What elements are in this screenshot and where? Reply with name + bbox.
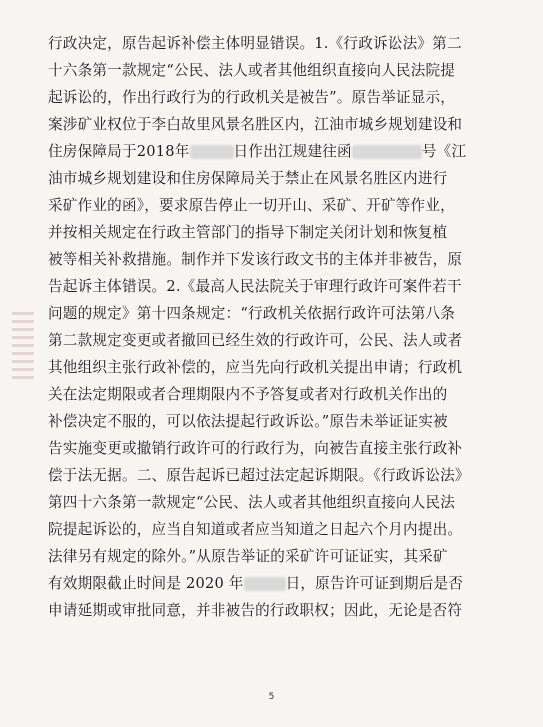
text-line: 被等相关补救措施。制作并下发该行政文书的主体并非被告，原 bbox=[48, 251, 463, 268]
text-line: 院提起诉讼的，应当自知道或者应当知道之日起六个月内提出。 bbox=[48, 521, 463, 538]
text-line: 第四十六条第一款规定“公民、法人或者其他组织直接向人民法 bbox=[48, 494, 456, 511]
text-line: 告起诉主体错误。2.《最高人民法院关于审理行政许可案件若干 bbox=[48, 278, 462, 295]
text-line: 采矿作业的函》，要求原告停止一切开山、采矿、开矿等作业， bbox=[48, 197, 455, 214]
text-line: 第二款规定变更或者撤回已经生效的行政许可，公民、法人或者 bbox=[48, 332, 463, 349]
text-segment: 号《江 bbox=[421, 143, 467, 160]
text-line: 补偿决定不服的，可以依法提起行政诉讼。”原告未举证证实被 bbox=[48, 413, 448, 430]
text-segment: 日，原告许可证到期后是否 bbox=[285, 575, 464, 592]
text-line: 油市城乡规划建设和住房保障局关于禁止在风景名胜区内进行 bbox=[48, 170, 448, 187]
text-segment: 有效期限截止时间是 2020 年 bbox=[48, 575, 244, 592]
text-line: 行政决定，原告起诉补偿主体明显错误。1.《行政诉讼法》第二 bbox=[48, 35, 462, 52]
text-line: 申请延期或审批同意，并非被告的行政职权；因此，无论是否符 bbox=[48, 602, 463, 619]
redaction-block bbox=[190, 145, 234, 159]
text-line-with-redactions bbox=[48, 142, 506, 162]
page-number: 5 bbox=[268, 692, 275, 702]
text-line: 告实施变更或撤销行政许可的行政行为，向被告直接主张行政补 bbox=[48, 440, 463, 457]
text-line-with-redactions bbox=[48, 574, 506, 594]
text-segment: 住房保障局于2018年 bbox=[48, 143, 190, 160]
text-line: 十六条第一款规定“公民、法人或者其他组织直接向人民法院提 bbox=[48, 62, 456, 79]
text-line: 关在法定期限或者合理期限内不予答复或者对行政机关作出的 bbox=[48, 386, 448, 403]
text-line: 偿于法无据。二、原告起诉已超过法定起诉期限。《行政诉讼法》 bbox=[48, 467, 470, 484]
redaction-block bbox=[352, 145, 422, 159]
text-line: 问题的规定》第十四条规定：“行政机关依据行政许可法第八条 bbox=[48, 305, 456, 322]
text-line: 案涉矿业权位于李白故里风景名胜区内，江油市城乡规划建设和 bbox=[48, 116, 463, 133]
text-line: 其他组织主张行政补偿的，应当先向行政机关提出申请；行政机 bbox=[48, 359, 463, 376]
text-line: 并按相关规定在行政主管部门的指导下制定关闭计划和恢复植 bbox=[48, 224, 448, 241]
redaction-block bbox=[244, 577, 286, 591]
text-segment: 日作出江规建往函 bbox=[233, 143, 352, 160]
text-line: 起诉讼的，作出行政行为的行政机关是被告”。原告举证显示， bbox=[48, 89, 456, 106]
text-line: 法律另有规定的除外。”从原告举证的采矿许可证证实，其采矿 bbox=[48, 548, 448, 565]
